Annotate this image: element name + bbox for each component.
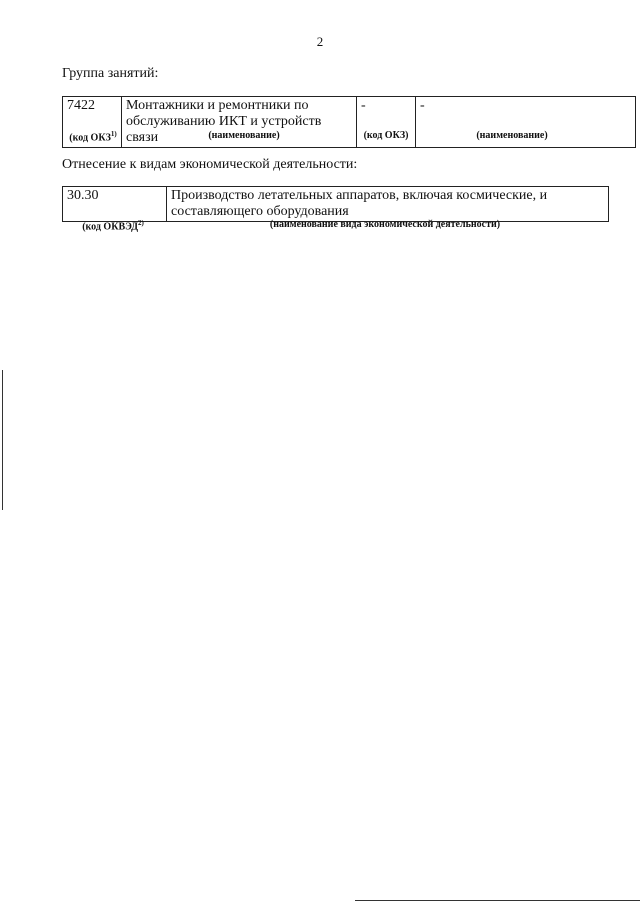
okved-name-cell (167, 187, 609, 222)
okz-name-line-1: Монтажники и ремонтники по (126, 98, 309, 113)
page-number: 2 (316, 34, 324, 49)
okved-code-cell (63, 187, 167, 222)
table-row (63, 97, 636, 148)
scan-edge-mark (2, 370, 3, 510)
occupation-group-heading: Группа занятий: (62, 66, 159, 81)
okz-code: 7422 (67, 98, 95, 113)
okved-code: 30.30 (67, 188, 99, 203)
okz-code-caption: (код ОКЗ$^{1)}$ (69, 130, 117, 144)
okved-name-line-2: составляющего оборудования (171, 204, 349, 219)
okz-name-2-caption: (наименование) (476, 130, 548, 141)
okved-name-caption: (наименование вида экономической деятельности) (269, 219, 501, 230)
okz-code-2-caption: (код ОКЗ) (363, 130, 409, 141)
economic-activity-heading: Отнесение к видам экономической деятельности: (62, 157, 358, 172)
table-row (63, 187, 609, 222)
okz-code-2: - (361, 98, 366, 113)
economic-activity-table (62, 186, 609, 222)
scan-edge-mark (355, 900, 640, 901)
okz-name-2: - (420, 98, 425, 113)
okz-name-line-2: обслуживанию ИКТ и устройств связи (126, 114, 322, 145)
okved-code-caption: (код ОКВЭД$^{2)}$ (82, 219, 144, 233)
okved-name-line-1: Производство летательных аппаратов, включая космические, и (171, 188, 548, 203)
okz-name-caption: (наименование) (208, 130, 280, 141)
occupation-group-table (62, 96, 636, 148)
